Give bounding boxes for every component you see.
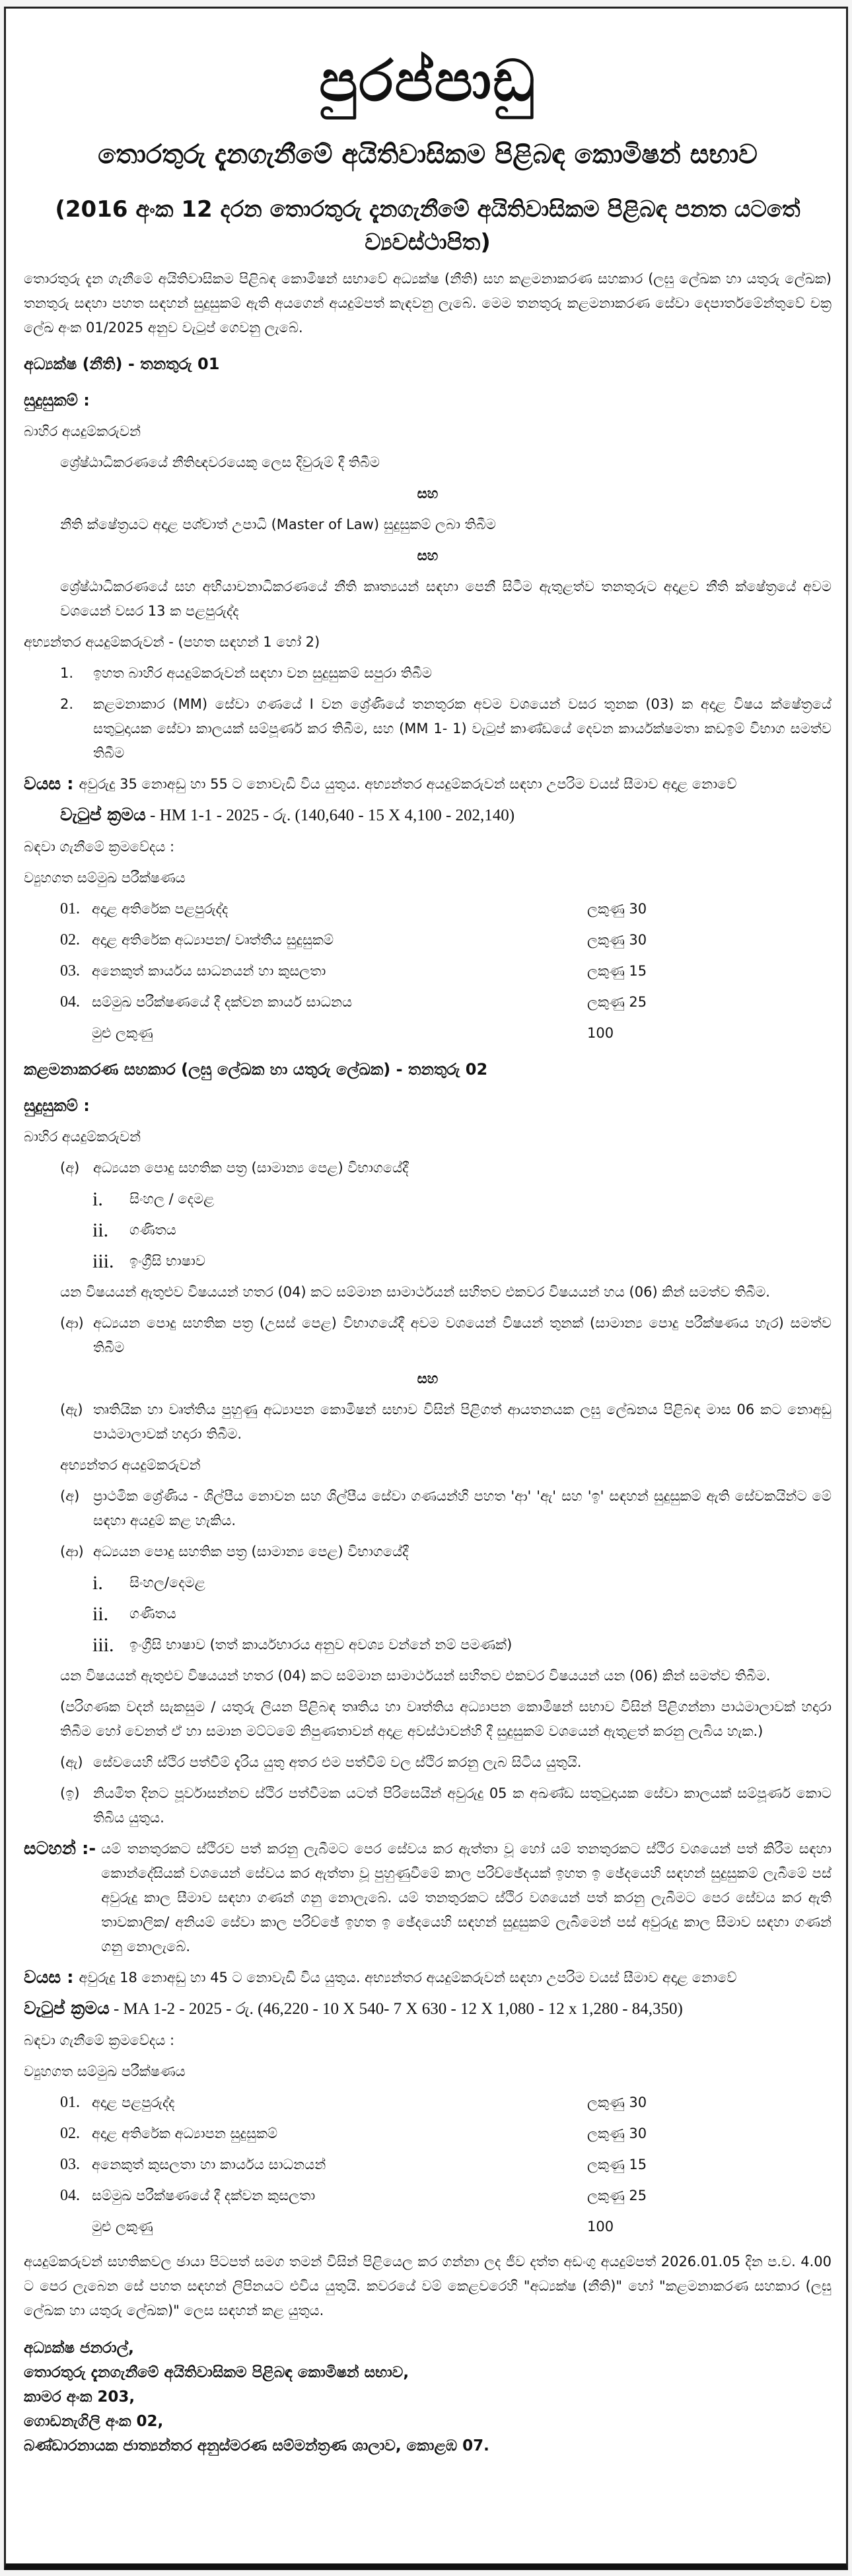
qualification-item: ශ්‍රේෂ්ඨාධිකරණයේ සහ අභියාචනාධිකරණයේ නීති කෘත්‍යයන් සඳහා පෙනී සිටීම ඇතුළත්ව තනතුරුට අදාළව නීති ක්ෂේත්‍රයේ අවම වශයෙන් වසර 13 ක පළපුරුද්ද — [60, 579, 832, 619]
internal-applicants-label: අභ්‍යන්තර අයදුම්කරුවන් - (පහත සඳහන් 1 හෝ 2) — [24, 634, 320, 650]
marks-row: 01. අදාළ පළපුරුද්ද ලකුණු 30 — [60, 2094, 647, 2111]
marks-row: 01. අදාළ අතිරේක පළපුරුද්ද ලකුණු 30 — [60, 900, 647, 917]
advertisement-frame — [4, 7, 848, 2570]
application-instructions — [24, 2250, 832, 2458]
vacancies-title: පුරප්පාඩු — [319, 48, 536, 114]
recruitment-method-label: බඳවා ගැනීමේ ක්‍රමවේදය : — [24, 2032, 175, 2048]
job-management-assistant — [24, 1057, 832, 2239]
address-line: තොරතුරු දැනගැනීමේ අයිතිවාසිකම පිළිබඳ කොමිෂන් සභාව, — [24, 2364, 409, 2381]
interview-label: ව්‍යුහගත සම්මුඛ පරීක්ෂණය — [24, 2063, 186, 2079]
marks-row: 04. සම්මුඛ පරීක්ෂණයේ දී දක්වන කාර්ය සාධනය ලකුණු 25 — [60, 993, 647, 1011]
qualification-item: (අ) අධ්‍යයන පොදු සහතික පත්‍ර (සාමාන්‍ය පෙළ) විභාගයේදී — [60, 1160, 409, 1176]
marks-total-row: මුළු ලකුණු 100 — [92, 2219, 614, 2235]
subject-item: iii. ඉංග්‍රීසි භාෂාව (තත් කාර්යභාරය අනුව අවශ්‍ය වන්නේ නම් පමණක්) — [92, 1634, 513, 1656]
internal-item: (අ) ප්‍රාථමික ශ්‍රේණිය - ශිල්පීය නොවන සහ ශිල්පීය සේවා ගණයන්හි පහත 'ආ' 'ඇ' සහ 'ඉ' සඳහන් සුදුසුකම් ඇති සේවකයින්ට මේ සඳහා අයදුම් කළ හැකිය. — [60, 1488, 832, 1528]
and-separator: සහ — [417, 1371, 439, 1386]
marks-total-row: මුළු ලකුණු 100 — [92, 1025, 614, 1041]
subject-item: ii. ගණිතය — [92, 1603, 176, 1625]
subjects-note: යන විෂයයන් ඇතුළුව විෂයයන් හතර (04) කට සම්මාන සාමාර්ථයන් සහිතව එකවර විෂයයන් යන (06) කින් සමත්ව තිබීම. — [60, 1668, 771, 1684]
subtitle: (2016 අංක 12 දරන තොරතුරු දැනගැනීමේ අයිතිවාසිකම පිළිබඳ පනත යටතේ ව්‍යවස්ථාපිත) — [55, 196, 800, 256]
qualification-item: (ආ) අධ්‍යයන පොදු සහතික පත්‍ර (උසස් පෙළ) විභාගයේදී අවම වශයෙන් විෂයන් තුනක් (සාමාන්‍ය පොදු පරීක්ෂණය හැර) සමත්ව තිබීම — [60, 1315, 832, 1355]
marks-row: 02. අදාළ අතිරේක අධ්‍යාපන/ වෘත්තීය සුදුසුකම් ලකුණු 30 — [60, 931, 647, 948]
qualification-item: නීති ක්ෂේත්‍රයට අදාළ පශ්චාත් උපාධි (Master of Law) සුදුසුකම් ලබා තිබීම — [60, 517, 496, 532]
subject-item: ii. ගණිතය — [92, 1219, 176, 1241]
address-line: අධ්‍යක්ෂ ජනරාල්, — [24, 2340, 134, 2357]
age-requirement: වයස : අවුරුදු 35 නොඅඩු හා 55 ට නොවැඩි විය යුතුය. අභ්‍යන්තර අයදුම්කරුවන් සඳහා උපරිම වයස් සීමාව අදාළ නොවේ — [24, 774, 737, 794]
interview-label: ව්‍යුහගත සම්මුඛ පරීක්ෂණය — [24, 870, 186, 886]
computer-skills-note: (පරිගණක වදන් සැකසුම / යතුරු ලියන පිළිබඳ තෘතිය හා වෘත්තිය අධ්‍යාපන කොමිෂන් සභාව විසින් පිළිගන්නා පාඨමාලාවක් හදාරා තිබීම හෝ වෙනත් ඒ හා සමාන මට්ටමේ නිපුණතාවන් අදාළ අවස්ථාවන්හි දී සුදුසුකම් වශයෙන් ඇතුළත් කරනු ලැබිය හැක.) — [60, 1699, 832, 1739]
subject-item: i. සිංහල/දෙමළ — [92, 1572, 205, 1594]
postal-address — [24, 2336, 832, 2458]
marks-row: 04. සම්මුඛ පරීක්ෂණයේ දී දක්වන කුසලතා ලකුණු 25 — [60, 2187, 647, 2204]
marks-row: 03. අනෙකුත් කාර්යය සාධනයන් හා කුසලතා ලකුණු 15 — [60, 962, 647, 980]
and-separator: සහ — [417, 485, 439, 501]
advertisement-content — [24, 9, 832, 2458]
job-heading: අධ්‍යක්ෂ (නීති) - තනතුරු 01 — [24, 355, 220, 373]
internal-applicants-label: අභ්‍යන්තර අයදුම්කරුවන් — [60, 1457, 201, 1473]
subjects-note: යන විෂයයන් ඇතුළුව විෂයයන් හතර (04) කට සම්මාන සාමාර්ථයන් සහිතව එකවර විෂයයන් හය (06) කින් සමත්ව තිබීම. — [60, 1284, 770, 1300]
address-line: කාමර අංක 203, — [24, 2388, 135, 2406]
qualifications-label: සුදුසුකම් : — [24, 391, 90, 410]
age-requirement: වයස : අවුරුදු 18 නොඅඩු හා 45 ට නොවැඩි විය යුතුය. අභ්‍යන්තර අයදුම්කරුවන් සඳහා උපරිම වයස් සීමාව අදාළ නොවේ — [24, 1968, 737, 1987]
job-heading: කළමනාකරණ සහකාර (ලඝු ලේඛක හා යතුරු ලේඛක) - තනතුරු 02 — [24, 1060, 488, 1079]
and-separator: සහ — [417, 548, 439, 563]
subject-item: iii. ඉංග්‍රීසි භාෂාව — [92, 1250, 205, 1272]
internal-item: (ඉ) නියමිත දිනට පූර්වාසන්නව ස්ථිර පත්වීමක යටත් පිරිසෙයින් අවුරුදු 05 ක අඛණ්ඩ සතුටුදායක සේවා කාලයක් සම්පූර්ණ කොට තිබිය යුතුය. — [60, 1785, 832, 1826]
recruitment-method-label: බඳවා ගැනීමේ ක්‍රමවේදය : — [24, 839, 175, 855]
external-applicants-label: බාහිර අයදුම්කරුවන් — [24, 423, 141, 439]
job-director-legal — [24, 352, 832, 1046]
internal-item: (ඇ) සේවයෙහි ස්ථිර පත්වීම් දැරිය යුතු අතර එම පත්වීම් වල ස්ථිර කරනු ලැබ සිටිය යුතුයි. — [60, 1754, 582, 1770]
internal-item: (ආ) අධ්‍යයන පොදු සහතික පත්‍ර (සාමාන්‍ය පෙළ) විභාගයේදී — [60, 1544, 409, 1559]
intro-paragraph: තොරතුරු දැන ගැනීමේ අයිතිවාසිකම පිළිබඳ කොමිෂන් සභාවේ අධ්‍යක්ෂ (නීති) සහ කළමනාකරණ සහකාර (ලඝු ලේඛක හා යතුරු ලේඛක) තනතුරු සඳහා පහත සඳහන් සුදුසුකම් ඇති අයගෙන් අයදුම්පත් කැඳවනු ලැබේ. මෙම තනතුරු කළමනාකරණ සේවා දෙපාර්තමේන්තුවේ චක්‍ර ලේඛ අංක 01/2025 අනුව වැටුප් ගෙවනු ලැබේ. — [24, 271, 832, 336]
salary-scale: වැටුප් ක්‍රමය - HM 1-1 - 2025 - රු. (140,640 - 15 X 4,100 - 202,140) — [60, 805, 515, 825]
qualification-item: ශ්‍රේෂ්ඨාධිකරණයේ නීතිඥවරයෙකු ලෙස දිවුරුම් දී තිබීම — [60, 454, 380, 470]
qualifications-label: සුදුසුකම් : — [24, 1096, 90, 1115]
address-line: ගොඩනැගිලි අංක 02, — [24, 2413, 164, 2430]
address-line: බණ්ඩාරනායක ජාත්‍යන්තර අනුස්මරණ සම්මන්ත්‍රණ ශාලාව, කොළඹ 07. — [24, 2437, 489, 2454]
subject-item: i. සිංහල / දෙමළ — [92, 1188, 215, 1210]
note: සටහන් :- යම් තනතුරකට ස්ථිරව පත් කරනු ලැබීමට පෙර සේවය කර ඇත්තා වූ හෝ යම් තනතුරකට ස්ථිර වශයෙන් පත් කිරීම සඳහා කොන්දේසියක් වශයෙන් සේවය කර ඇත්තා වූ පුහුණුවීමේ කාල පරිච්ඡේදයක් ඉහත ඉ ඡේදයෙහි සඳහන් සුදුසුකම් ලැබීමේ පස් අවුරුදු කාල සීමාව සඳහා ගණන් ගනු නොලැබේ. යම් තනතුරකට ස්ථිර වශයෙන් පත් කරනු ලැබීමට පෙර සේවය කර ඇති තාවකාලික/ අනියම් සේවා කාල පරිච්ඡේ ඉහත ඉ ඡේදයෙහි සඳහන් සුදුසුකම් ලැබීමෙන් පස් අවුරුදු කාල සීමාව සඳහා ගණන් ගනු නොලැබේ. — [24, 1839, 832, 1954]
marks-row: 02. අදාළ අතිරේක අධ්‍යාපන සුදුසුකම් ලකුණු 30 — [60, 2125, 647, 2142]
instructions-paragraph: අයදුම්කරුවන් සහතිකවල ඡායා පිටපත් සමග තමන් විසින් පිළියෙල කර ගන්නා ලද ජීව දත්ත අඩංගු අයදුම්පත් 2026.01.05 දින ප.ව. 4.00 ට පෙර ලැබෙන සේ පහත සඳහන් ලිපිනයට එවිය යුතුයි. කවරයේ වම් කෙළවරෙහි "අධ්‍යක්ෂ (නීති)" හෝ "කළමනාකරණ සහකාර (ලඝු ලේඛක හා යතුරු ලේඛක)" ලෙස සඳහන් කළ යුතුය. — [24, 2254, 832, 2318]
qualification-item: (ඇ) තෘතියික හා වෘත්තිය පුහුණු අධ්‍යාපන කොමිෂන් සභාව විසින් පිළිගත් ආයතනයක ලඝු ලේඛනය පිළිබඳ මාස 06 කට නොඅඩු පාඨමාලාවක් හදාරා තිබීම. — [60, 1402, 832, 1442]
salary-scale: වැටුප් ක්‍රමය - MA 1-2 - 2025 - රු. (46,220 - 10 X 540- 7 X 630 - 12 X 1,080 - 12 x 1,280 - 84,350) — [24, 1999, 683, 2019]
external-applicants-label: බාහිර අයදුම්කරුවන් — [24, 1129, 141, 1145]
organization-name: තොරතුරු දැනගැනීමේ අයිතිවාසිකම පිළිබඳ කොමිෂන් සභාව — [98, 139, 758, 170]
internal-item: 2. කළමනාකාර (MM) සේවා ගණයේ I වන ශ්‍රේණියේ තනතුරක අවම වශයෙන් වසර තුනක (03) ක අදාළ විෂය ක්ෂේත්‍රයේ සතුටුදායක සේවා කාලයක් සම්පූර්ණ කර තිබීම, සහ (MM 1- 1) වැටුප් කාණ්ඩයේ දෙවන කාර්යක්ෂමතා කඩඉම් විභාග සමත්ව තිබීම — [60, 696, 832, 761]
marks-row: 03. අනෙකුත් කුසලතා හා කාර්යය සාධනයන් ලකුණු 15 — [60, 2156, 647, 2173]
internal-item: 1. ඉහත බාහිර අයදුම්කරුවන් සඳහා වන සුදුසුකම් සපුරා තිබීම — [60, 665, 432, 681]
